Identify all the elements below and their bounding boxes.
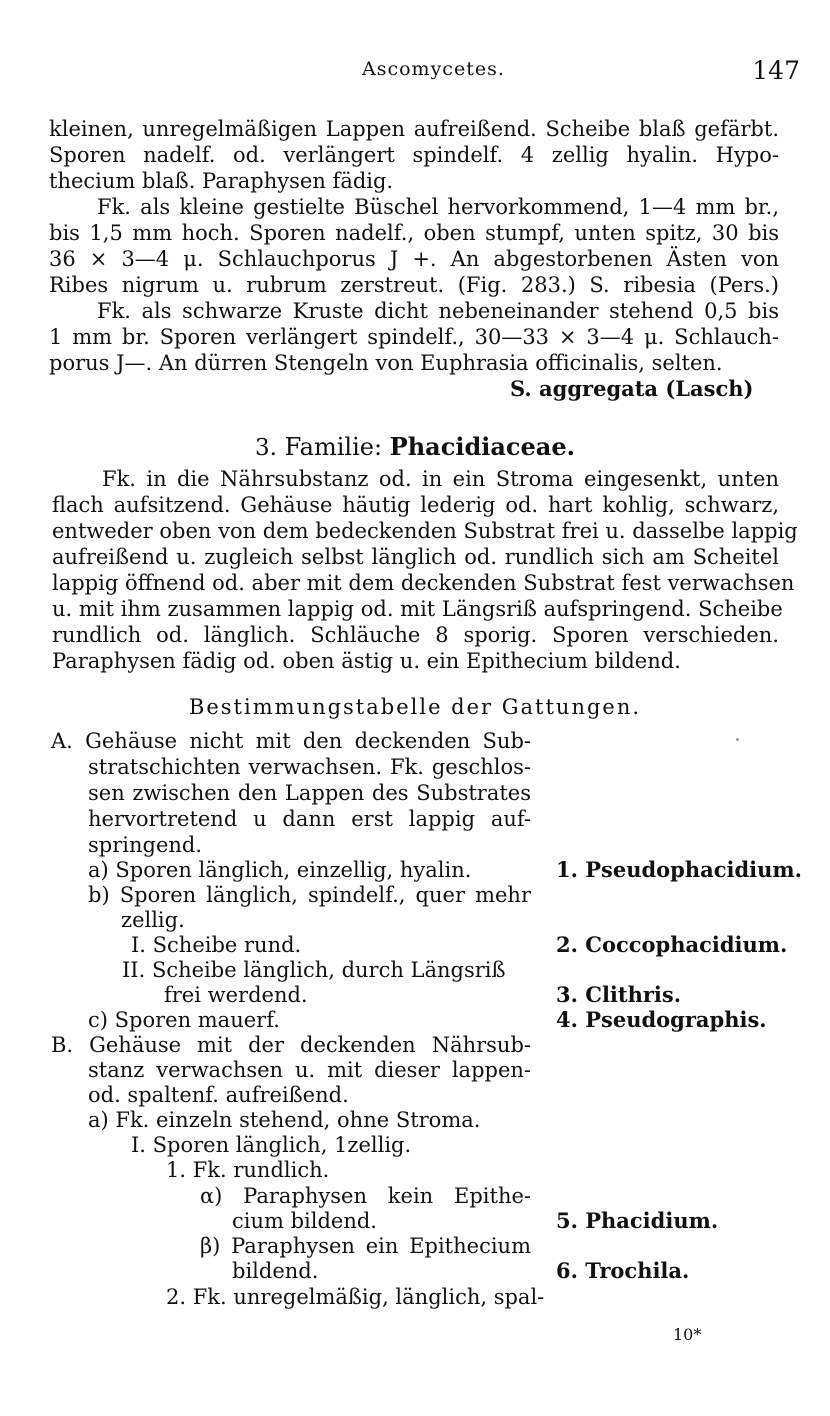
text-line: flach aufsitzend. Gehäuse häutig lederig od. hart kohlig, schwarz,: [52, 493, 779, 517]
key-line: springend.: [88, 833, 203, 857]
key-title: Bestimmungstabelle der Gattungen.: [188, 695, 642, 719]
text-line: 36 × 3—4 μ. Schlauchporus J +. An abgestorbenen Ästen von: [49, 247, 779, 271]
text-line: Sporen nadelf. od. verlängert spindelf. 4 zellig hyalin. Hypo-: [49, 143, 779, 167]
text-line: bis 1,5 mm hoch. Sporen nadelf., oben stumpf, unten spitz, 30 bis: [49, 221, 779, 245]
key-line: bildend.: [232, 1259, 319, 1283]
text-line: Fk. als kleine gestielte Büschel hervorkommend, 1—4 mm br.,: [97, 195, 779, 219]
key-line: b) Sporen länglich, spindelf., quer mehr: [88, 883, 531, 907]
key-line: β) Paraphysen ein Epithecium: [200, 1234, 531, 1258]
key-line: I. Scheibe rund.: [131, 933, 302, 957]
key-line: 1. Fk. rundlich.: [166, 1158, 330, 1182]
text-line: Ribes nigrum u. rubrum zerstreut. (Fig. 283.) S. ribesia (Pers.): [49, 273, 779, 297]
key-line: a) Sporen länglich, einzellig, hyalin.: [88, 858, 472, 882]
text-line: Fk. in die Nährsubstanz od. in ein Stroma eingesenkt, unten: [102, 467, 779, 491]
genus-name: 5. Phacidium.: [556, 1208, 719, 1233]
text-line: porus J—. An dürren Stengeln von Euphrasia officinalis, selten.: [49, 351, 723, 375]
family-heading: [0, 432, 830, 461]
text-line: entweder oben von dem bedeckenden Substrat frei u. dasselbe lappig: [52, 519, 798, 543]
running-title: Ascomycetes.: [362, 58, 505, 80]
key-line: I. Sporen länglich, 1zellig.: [131, 1133, 412, 1157]
text-line: lappig öffnend od. aber mit dem deckenden Substrat fest verwachsen: [52, 571, 795, 595]
text-line: rundlich od. länglich. Schläuche 8 sporig. Sporen verschieden.: [52, 623, 779, 647]
key-line: hervortretend u dann erst lappig auf-: [88, 807, 531, 831]
family-number: 3.: [255, 435, 277, 461]
key-line: α) Paraphysen kein Epithe-: [200, 1184, 531, 1208]
genus-name: 1. Pseudophacidium.: [556, 857, 802, 882]
key-line: II. Scheibe länglich, durch Längsriß: [122, 958, 506, 982]
key-line: B. Gehäuse mit der deckenden Nährsub-: [51, 1033, 531, 1057]
genus-name: 4. Pseudographis.: [556, 1007, 767, 1032]
signature-mark: 10*: [673, 1325, 702, 1344]
key-line: c) Sporen mauerf.: [88, 1008, 280, 1032]
family-label: Familie:: [284, 433, 383, 461]
key-line: zellig.: [121, 908, 185, 932]
family-name: Phacidiaceae.: [389, 432, 575, 461]
genus-name: 3. Clithris.: [556, 982, 682, 1007]
page-number: 147: [752, 56, 800, 85]
text-line: kleinen, unregelmäßigen Lappen aufreißend. Scheibe blaß gefärbt.: [49, 117, 779, 141]
key-line: stanz verwachsen u. mit dieser lappen-: [88, 1058, 531, 1082]
speck: [736, 738, 739, 741]
key-line: od. spaltenf. aufreißend.: [88, 1083, 349, 1107]
genus-name: 2. Coccophacidium.: [556, 932, 788, 957]
text-line: u. mit ihm zusammen lappig od. mit Längsriß aufspringend. Scheibe: [52, 597, 783, 621]
text-line: Fk. als schwarze Kruste dicht nebeneinander stehend 0,5 bis: [97, 299, 779, 323]
key-line: sen zwischen den Lappen des Substrates: [88, 781, 531, 805]
key-line: 2. Fk. unregelmäßig, länglich, spal-: [166, 1285, 545, 1309]
key-line: cium bildend.: [232, 1209, 377, 1233]
text-line: Paraphysen fädig od. oben ästig u. ein Epithecium bildend.: [52, 649, 681, 673]
key-line: frei werdend.: [164, 983, 308, 1007]
species-name: S. aggregata (Lasch): [510, 376, 754, 401]
text-line: thecium blaß. Paraphysen fädig.: [49, 169, 394, 193]
genus-name: 6. Trochila.: [556, 1258, 690, 1283]
key-line: stratschichten verwachsen. Fk. geschlos-: [88, 755, 531, 779]
text-line: 1 mm br. Sporen verlängert spindelf., 30—33 × 3—4 μ. Schlauch-: [49, 325, 779, 349]
key-line: A. Gehäuse nicht mit den deckenden Sub-: [51, 729, 531, 753]
text-line: aufreißend u. zugleich selbst länglich od. rundlich sich am Scheitel: [52, 545, 779, 569]
key-line: a) Fk. einzeln stehend, ohne Stroma.: [88, 1108, 481, 1132]
